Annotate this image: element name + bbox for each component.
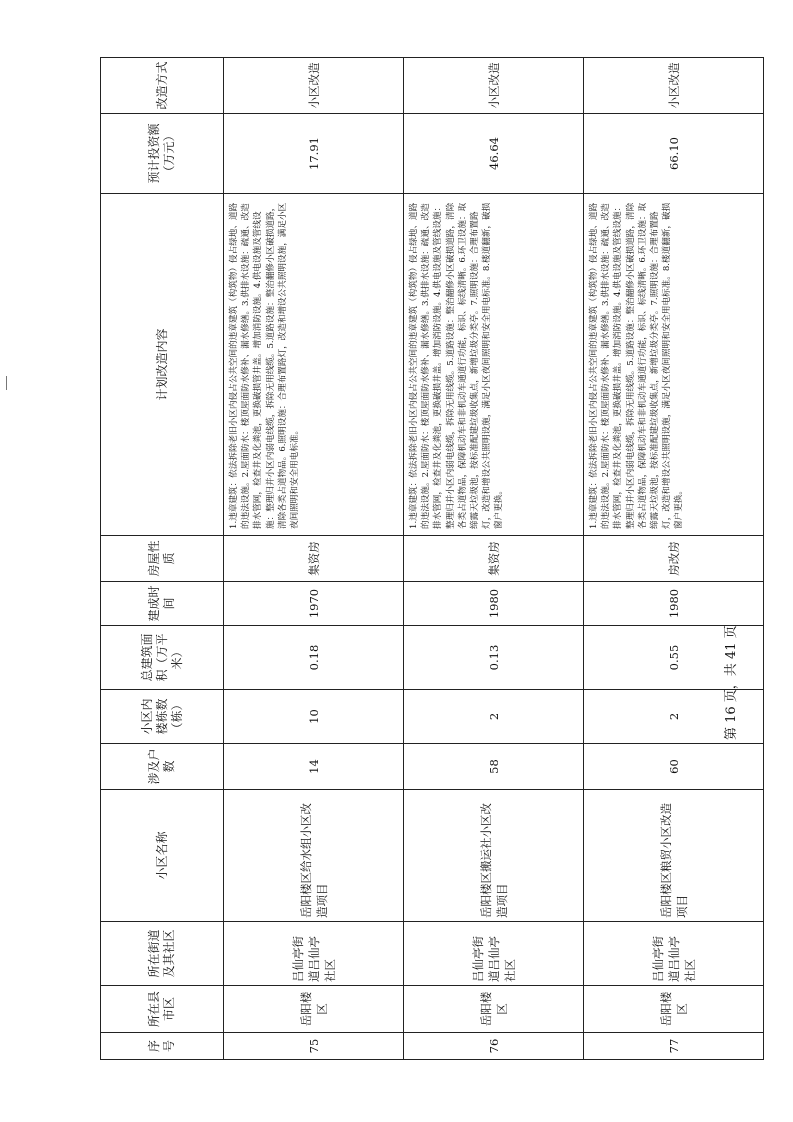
header-cell-year: 建成时间: [101, 582, 224, 626]
cell-method: 小区改造: [404, 58, 584, 114]
header-cell-no: 序号: [101, 1033, 224, 1060]
header-cell-area: 总建筑面积（万平米）: [101, 626, 224, 690]
cell-buildings: 2: [404, 690, 584, 744]
cell-no: 77: [584, 1033, 764, 1060]
cell-area: 0.13: [404, 626, 584, 690]
renovation-table: [100, 57, 764, 1060]
cell-method: 小区改造: [224, 58, 404, 114]
cell-investment: 46.64: [404, 114, 584, 194]
cell-plan: 1.违章建筑：依法拆除老旧小区内侵占公共空间的违章建筑（构筑物）侵占绿地、道路的违法设施。2.屋面防水：楼顶屋面防水修补、漏水修缮。3.供排水设施：疏通、改造排水管网，检查井及化粪池，更换破损管井盖。增加消防设施。4.供电设施及管线设施：整理归并小区内弱电线缆，拆除无用线缆。5.道路设施：整治翻修小区破损道路，清除各类占道物品。6.照明设施：合理布置路灯，改造和增设公共照明设施，满足小区夜间照明和安全用电标准。: [224, 194, 404, 536]
header-cell-name: 小区名称: [101, 790, 224, 922]
cell-name: 岳阳楼区搬运社小区改造项目: [404, 790, 584, 922]
cell-plan: 1.违章建筑：依法拆除老旧小区内侵占公共空间的违章建筑（构筑物）侵占绿地、道路的违法设施。2.屋面防水：楼顶屋面防水修补、漏水修缮。3.供排水设施：疏通、改造排水管网，检查井及化粪池，更换破损井盖。增加消防设施。4.供电设施及管线设施：整理归并小区内弱电线缆，拆除无用线缆。5.道路设施：整治翻修小区破损道路，清除各类占道物品，保障机动车和非机动车通道行功能，标识、标线清晰。6.环卫设施：取缔露天垃圾池，按标准配建垃圾收集点，新增垃圾分类亭。7.照明设施：合理布置路灯，改造和增设公共照明设施，满足小区夜间照明和安全用电标准。8.楼道翻新，破损窗户更换。: [584, 194, 764, 536]
cell-county: 岳阳楼区: [404, 986, 584, 1033]
header-cell-street: 所在街道及其社区: [101, 922, 224, 986]
cell-buildings: 10: [224, 690, 404, 744]
cell-investment: 66.10: [584, 114, 764, 194]
cell-nature: 集资房: [404, 536, 584, 582]
header-cell-plan: 计划改造内容: [101, 194, 224, 536]
cell-investment: 17.91: [224, 114, 404, 194]
page-number-text: 第 16 页，共 41 页: [724, 625, 739, 740]
cell-street: 吕仙亭街道吕仙亭社区: [584, 922, 764, 986]
table-row: [584, 58, 764, 1060]
scan-mark: [6, 376, 7, 390]
header-cell-buildings: 小区内楼栋数（栋）: [101, 690, 224, 744]
rotated-table-wrapper: [100, 58, 737, 1060]
cell-year: 1970: [224, 582, 404, 626]
header-row: [101, 58, 224, 1060]
cell-county: 岳阳楼区: [584, 986, 764, 1033]
cell-households: 58: [404, 744, 584, 790]
header-cell-households: 涉及户数: [101, 744, 224, 790]
cell-name: 岳阳楼区给水组小区改造项目: [224, 790, 404, 922]
cell-households: 14: [224, 744, 404, 790]
cell-year: 1980: [404, 582, 584, 626]
cell-street: 吕仙亭街道吕仙亭社区: [224, 922, 404, 986]
header-cell-nature: 房屋性质: [101, 536, 224, 582]
cell-area: 0.55: [584, 626, 764, 690]
table-row: [224, 58, 404, 1060]
header-cell-method: 改造方式: [101, 58, 224, 114]
cell-nature: 集资房: [224, 536, 404, 582]
header-cell-investment: 预计投资额（万元）: [101, 114, 224, 194]
cell-method: 小区改造: [584, 58, 764, 114]
cell-year: 1980: [584, 582, 764, 626]
cell-name: 岳阳楼区粮贸小区改造项目: [584, 790, 764, 922]
cell-plan: 1.违章建筑：依法拆除老旧小区内侵占公共空间的违章建筑（构筑物）侵占绿地、道路的违法设施。2.屋面防水：楼顶屋面防水修补、漏水修缮。3.供排水设施：疏通、改造排水管网，检查井及化粪池，更换破损井盖。增加消防设施。4.供电设施及管线设施：整理归并小区内弱电线缆，拆除无用线缆。5.道路设施：整治翻修小区破损道路，清除各类占道物品，保障机动车和非机动车通道行功能，标识、标线清晰。6.环卫设施：取缔露天垃圾池，按标准配建垃圾收集点，新增垃圾分类亭。7.照明设施：合理布置路灯，改造和增设公共照明设施，满足小区夜间照明和安全用电标准。8.楼道翻新，破损窗户更换。: [404, 194, 584, 536]
cell-street: 吕仙亭街道吕仙亭社区: [404, 922, 584, 986]
cell-no: 75: [224, 1033, 404, 1060]
cell-nature: 房改房: [584, 536, 764, 582]
cell-county: 岳阳楼区: [224, 986, 404, 1033]
page-footer: [720, 580, 760, 740]
cell-buildings: 2: [584, 690, 764, 744]
header-cell-county: 所在县市区: [101, 986, 224, 1033]
cell-area: 0.18: [224, 626, 404, 690]
cell-no: 76: [404, 1033, 584, 1060]
cell-households: 60: [584, 744, 764, 790]
table-row: [404, 58, 584, 1060]
